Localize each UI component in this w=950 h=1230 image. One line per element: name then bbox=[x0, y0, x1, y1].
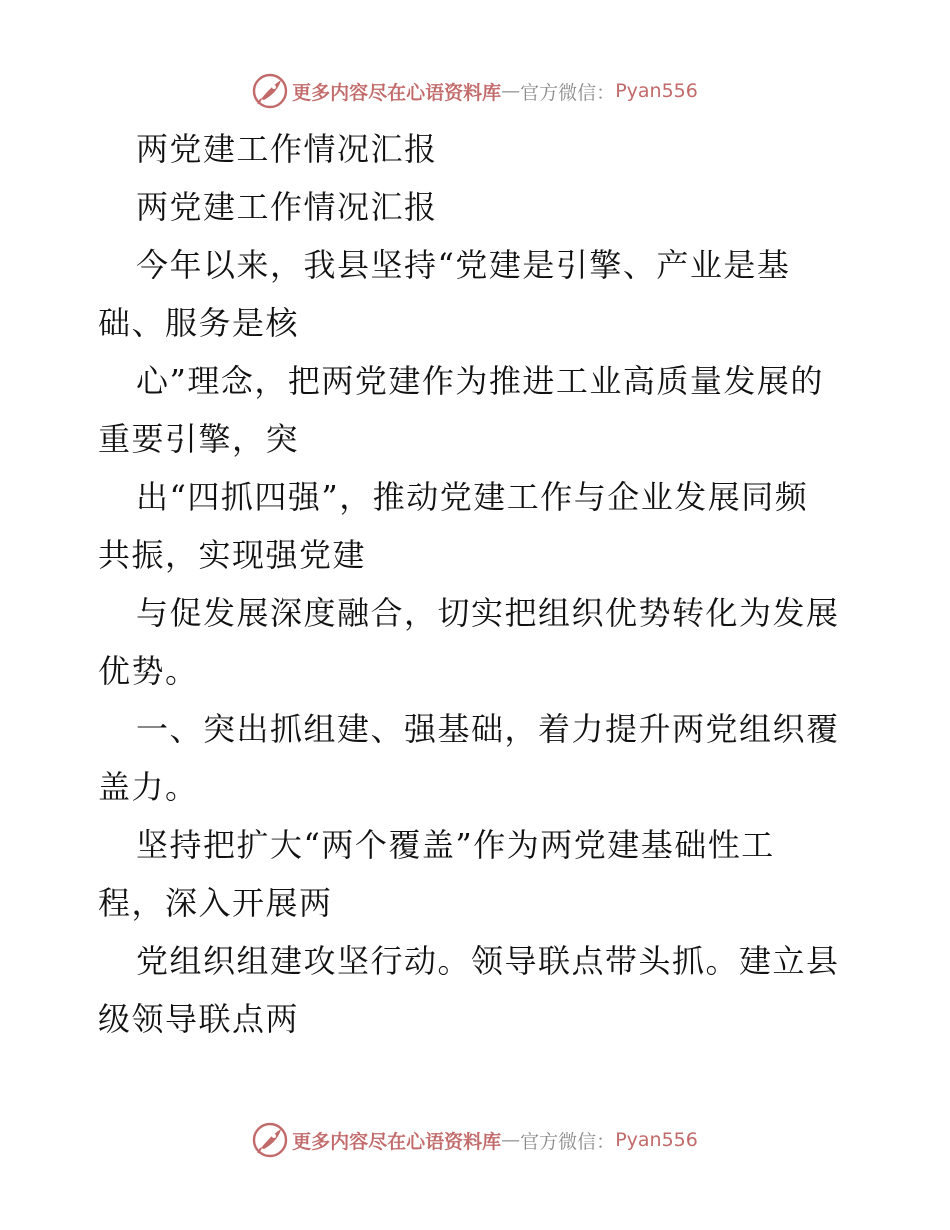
footer-wechat-label: 官方微信： bbox=[520, 1130, 616, 1153]
document-title: 两党建工作情况汇报 bbox=[136, 130, 438, 168]
header-wechat-id: Pyan556 bbox=[615, 80, 698, 102]
header-banner bbox=[0, 71, 950, 111]
footer-brand-text: 更多内容尽在心语资料库 bbox=[292, 1130, 502, 1153]
section-heading: 盖力。 bbox=[98, 768, 199, 806]
quill-pen-icon bbox=[252, 1122, 288, 1158]
footer-wechat-id: Pyan556 bbox=[615, 1129, 698, 1151]
paragraph-line: 党组织组建攻坚行动。领导联点带头抓。建立县 bbox=[136, 942, 840, 980]
paragraph-line: 优势。 bbox=[98, 652, 199, 690]
paragraph-line: 程，深入开展两 bbox=[98, 884, 333, 922]
header-brand-text: 更多内容尽在心语资料库 bbox=[292, 81, 502, 104]
footer-banner bbox=[0, 1120, 950, 1160]
header-separator: — bbox=[501, 80, 521, 102]
quill-pen-icon bbox=[252, 73, 288, 109]
footer-separator: — bbox=[501, 1129, 521, 1151]
paragraph-line: 今年以来，我县坚持“党建是引擎、产业是基 bbox=[136, 246, 791, 284]
paragraph-line: 重要引擎，突 bbox=[98, 420, 300, 458]
paragraph-line: 坚持把扩大“两个覆盖”作为两党建基础性工 bbox=[136, 826, 775, 864]
paragraph-line: 共振，实现强党建 bbox=[98, 536, 367, 574]
paragraph-line: 心”理念，把两党建作为推进工业高质量发展的 bbox=[136, 362, 824, 400]
document-subtitle: 两党建工作情况汇报 bbox=[136, 188, 438, 226]
paragraph-line: 与促发展深度融合，切实把组织优势转化为发展 bbox=[136, 594, 840, 632]
paragraph-line: 出“四抓四强”，推动党建工作与企业发展同频 bbox=[136, 478, 809, 516]
header-wechat-label: 官方微信： bbox=[520, 81, 616, 104]
document-body bbox=[98, 120, 858, 1048]
paragraph-line: 级领导联点两 bbox=[98, 1000, 300, 1038]
paragraph-line: 础、服务是核 bbox=[98, 304, 300, 342]
section-heading: 一、突出抓组建、强基础，着力提升两党组织覆 bbox=[136, 710, 840, 748]
